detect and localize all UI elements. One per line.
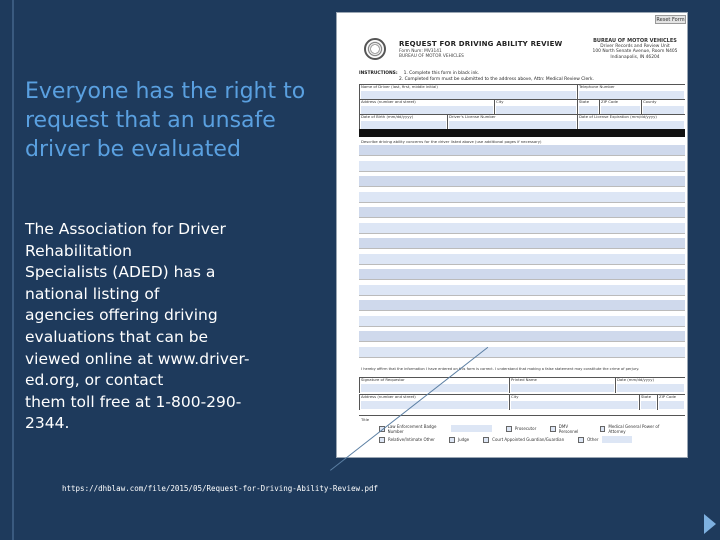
checkbox-label: DMV Personnel: [558, 423, 579, 434]
description-label: Describe driving ability concerns for the driver listed above (use additional pages if necessary): [361, 139, 542, 144]
field-label: Date of License Expiration (mm/dd/yyyy): [579, 114, 657, 119]
checkbox-relative[interactable]: [379, 437, 435, 443]
checkbox-law-enforcement[interactable]: [379, 424, 492, 434]
form-title: REQUEST FOR DRIVING ABILITY REVIEW: [399, 40, 563, 48]
field-label: ZIP Code: [659, 394, 676, 399]
slide-headline: Everyone has the right to request that an unsafe driver be evaluated: [25, 79, 306, 162]
reset-form-button[interactable]: Reset Form: [656, 17, 685, 23]
checkbox-other[interactable]: [578, 436, 632, 443]
checkbox-medical-poa[interactable]: [600, 424, 671, 434]
field-label: Name of Driver (last, first, middle initial): [361, 84, 438, 89]
field-label: Address (number and street): [361, 99, 416, 104]
field-label: City: [511, 394, 519, 399]
requestor-title-group: [359, 415, 685, 445]
field-label: State: [579, 99, 590, 104]
dob-field[interactable]: [359, 115, 447, 130]
county-field[interactable]: [641, 100, 685, 115]
checkbox-row: [359, 434, 685, 445]
field-label: Signature of Requestor: [361, 377, 405, 382]
agency-line: 100 North Senate Avenue, Room N405: [592, 49, 678, 55]
form-bureau: BUREAU OF MOTOR VEHICLES: [399, 54, 464, 59]
requestor-address-field[interactable]: [359, 395, 509, 410]
affirmation-text: I hereby affirm that the information I have entered on this form is correct. I understand that making a false statement may constitute the crime of perjury.: [361, 367, 640, 371]
checkbox-label: Prosecutor: [514, 426, 537, 431]
checkbox-label: Law Enforcement Badge Number: [387, 423, 437, 434]
form-subtitle: [399, 49, 464, 59]
field-label: City: [496, 99, 504, 104]
checkbox-judge[interactable]: [449, 437, 469, 443]
form-row-driver: [359, 84, 685, 99]
license-expiration-field[interactable]: [577, 115, 685, 130]
description-textarea[interactable]: [359, 145, 685, 362]
field-label: Date (mm/dd/yyyy): [617, 377, 655, 382]
slide-body-text: The Association for Driver Rehabilitation Specialists (ADED) has a national listing of agencies offering driving evaluations that can be viewed online at www.driver- ed.org, or contact them toll free at 1-800-290- 2344.: [25, 220, 250, 433]
form-row-address: [359, 99, 685, 114]
field-label: Address (number and street): [361, 394, 416, 399]
form-number: Form Num: MV3141: [399, 49, 442, 54]
license-number-field[interactable]: [447, 115, 577, 130]
requestor-zip-field[interactable]: [657, 395, 685, 410]
instructions-label: INSTRUCTIONS:: [359, 71, 398, 76]
requestor-state-field[interactable]: [639, 395, 657, 410]
checkbox-row: [359, 423, 685, 434]
signature-date-field[interactable]: [615, 378, 685, 393]
agency-line: Indianapolis, IN 46204: [610, 54, 660, 60]
form-row-signature: [359, 377, 685, 392]
field-label: Date of Birth (mm/dd/yyyy): [361, 114, 414, 119]
field-label: Telephone Number: [579, 84, 615, 89]
title-section-label: Title: [361, 417, 370, 422]
printed-name-field[interactable]: [509, 378, 615, 393]
instruction-item: 2. Completed form must be submitted to the address above, Attn: Medical Review Clerk.: [399, 77, 594, 82]
field-label: ZIP Code: [601, 99, 618, 104]
driver-name-field[interactable]: [359, 85, 577, 100]
checkbox-label: Relative/Intimate Other: [388, 437, 435, 442]
field-label: State: [641, 394, 652, 399]
field-label: County: [643, 99, 657, 104]
source-url-link[interactable]: https://dhblaw.com/file/2015/05/Request-for-Driving-Ability-Review.pdf: [62, 484, 379, 493]
field-label: Driver's License Number: [449, 114, 496, 119]
state-field[interactable]: [577, 100, 599, 115]
agency-address: [585, 39, 685, 60]
checkbox-dmv-personnel[interactable]: [550, 424, 586, 434]
section-divider: [359, 129, 685, 137]
driving-review-form-image: [336, 12, 688, 458]
checkbox-guardian[interactable]: [483, 437, 564, 443]
accent-bar: [12, 0, 14, 540]
state-seal-icon: [364, 38, 386, 60]
checkbox-prosecutor[interactable]: [506, 426, 536, 432]
instruction-item: 1. Complete this form in black ink.: [403, 71, 480, 76]
field-label: Printed Name: [511, 377, 537, 382]
agency-title: BUREAU OF MOTOR VEHICLES: [593, 38, 677, 44]
city-field[interactable]: [494, 100, 577, 115]
zip-field[interactable]: [599, 100, 641, 115]
checkbox-label: Medical General Power of Attorney: [608, 423, 660, 434]
form-row-requestor-address: [359, 394, 685, 409]
signature-field[interactable]: [359, 378, 509, 393]
phone-field[interactable]: [577, 85, 685, 100]
form-instructions: [359, 71, 594, 83]
agency-line: Driver Records and Review Unit: [600, 44, 670, 50]
address-field[interactable]: [359, 100, 494, 115]
checkbox-label: Other: [587, 437, 599, 442]
next-slide-arrow-icon[interactable]: [704, 514, 716, 534]
form-row-license: [359, 114, 685, 129]
requestor-city-field[interactable]: [509, 395, 639, 410]
checkbox-label: Court Appointed Guardian/Guardian: [492, 437, 565, 442]
checkbox-label: Judge: [457, 437, 470, 442]
